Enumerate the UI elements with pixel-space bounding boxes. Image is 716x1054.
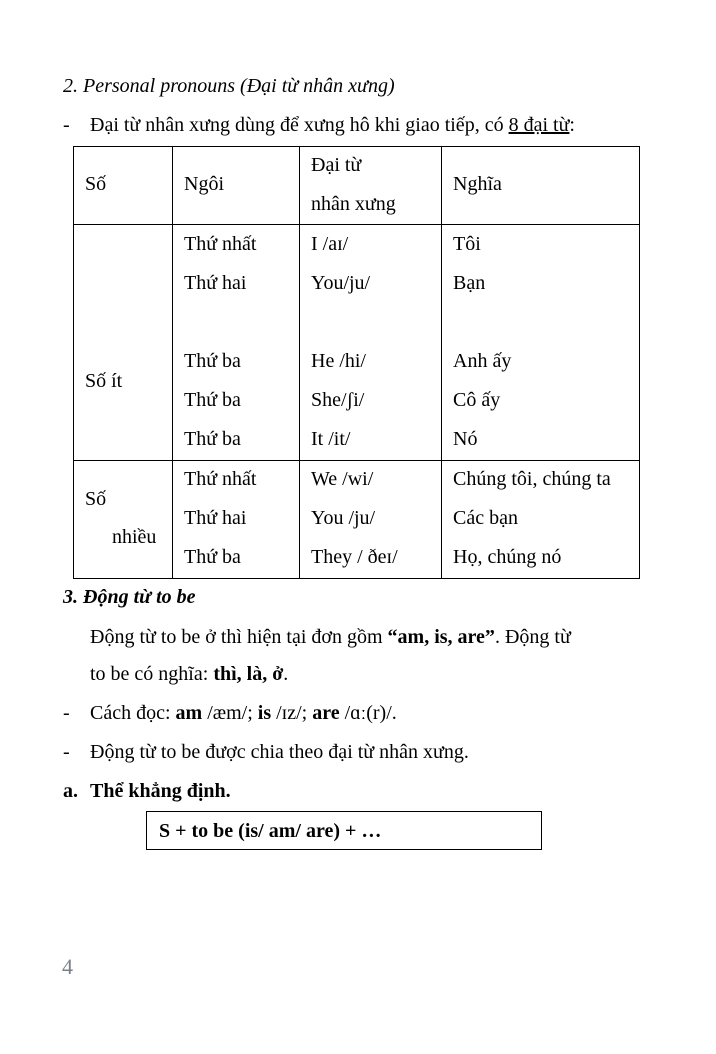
pronoun: They / ðeɪ/ [311,546,398,568]
pronoun: You/ju/ [311,272,371,294]
table-row-plural [74,461,640,579]
meaning: Nó [453,428,478,450]
page-number: 4 [62,954,73,979]
person: Thứ ba [184,389,241,411]
person: Thứ hai [184,507,247,529]
person: Thứ hai [184,272,247,294]
bold-text: are [312,702,340,724]
meaning: Họ, chúng nó [453,546,562,568]
section-3-heading: 3. Động từ to be [63,586,196,608]
text: Động từ to be ở thì hiện tại đơn gồm [90,626,388,648]
person: Thứ nhất [184,468,257,490]
text: . Động từ [494,626,571,648]
bold-text: “am, is, are” [387,626,495,648]
subsection-a-title: Thể khẳng định. [90,780,231,802]
intro-text: Đại từ nhân xưng dùng để xưng hô khi giao tiếp, có [90,114,509,136]
bullet-dash: - [63,741,70,763]
text: /ɪz/; [271,702,313,724]
bold-text: am [175,702,203,724]
bullet-dash: - [63,702,70,724]
meaning: Tôi [453,233,481,255]
paragraph-line-2: to be có nghĩa: thì, là, ở. [90,663,289,685]
person: Thứ ba [184,546,241,568]
bold-text: is [257,702,272,724]
formula-box [146,811,542,850]
person: Thứ nhất [184,233,257,255]
table-row-singular [74,225,640,461]
pronoun-table [73,146,640,579]
text: /ɑː(r)/. [339,702,397,724]
bold-text: thì, là, ở [213,663,284,685]
header-so: Số [85,173,107,195]
pronoun: I /aɪ/ [311,233,349,255]
person: Thứ ba [184,350,241,372]
plural-label-1: Số [85,488,107,510]
meaning: Bạn [453,272,486,294]
meaning: Cô ấy [453,389,501,411]
person: Thứ ba [184,428,241,450]
singular-label: Số ít [85,370,123,392]
formula-text: S + to be (is/ am/ are) + … [159,820,382,842]
pronoun: You /ju/ [311,507,376,529]
meaning: Các bạn [453,507,518,529]
intro-underlined: 8 đại từ [508,114,570,136]
table-header-row [74,147,640,225]
pronoun: He /hi/ [311,350,366,372]
text: to be có nghĩa: [90,663,214,685]
header-pronoun-1: Đại từ [311,154,362,176]
intro-end: : [569,114,575,136]
paragraph-line-1 [90,625,571,649]
meaning: Chúng tôi, chúng ta [453,468,611,490]
text: Cách đọc: [90,702,176,724]
subsection-a-label: a. [63,780,78,802]
section-2-heading: 2. Personal pronouns (Đại từ nhân xưng) [63,75,395,97]
plural-label-2: nhiều [112,526,157,548]
bullet-dash: - [63,114,70,136]
intro-line [90,113,575,137]
pronoun: She/ʃi/ [311,389,365,411]
header-nghia: Nghĩa [453,173,502,195]
header-ngoi: Ngôi [184,173,224,195]
conjugation-line: Động từ to be được chia theo đại từ nhân xưng. [90,741,469,763]
pronoun: It /it/ [311,428,351,450]
text: /æm/; [202,702,258,724]
pronoun: We /wi/ [311,468,374,490]
meaning: Anh ấy [453,350,512,372]
header-pronoun-2: nhân xưng [311,193,396,215]
pronunciation-line [90,701,397,725]
text: Thể khẳng định [90,780,226,802]
